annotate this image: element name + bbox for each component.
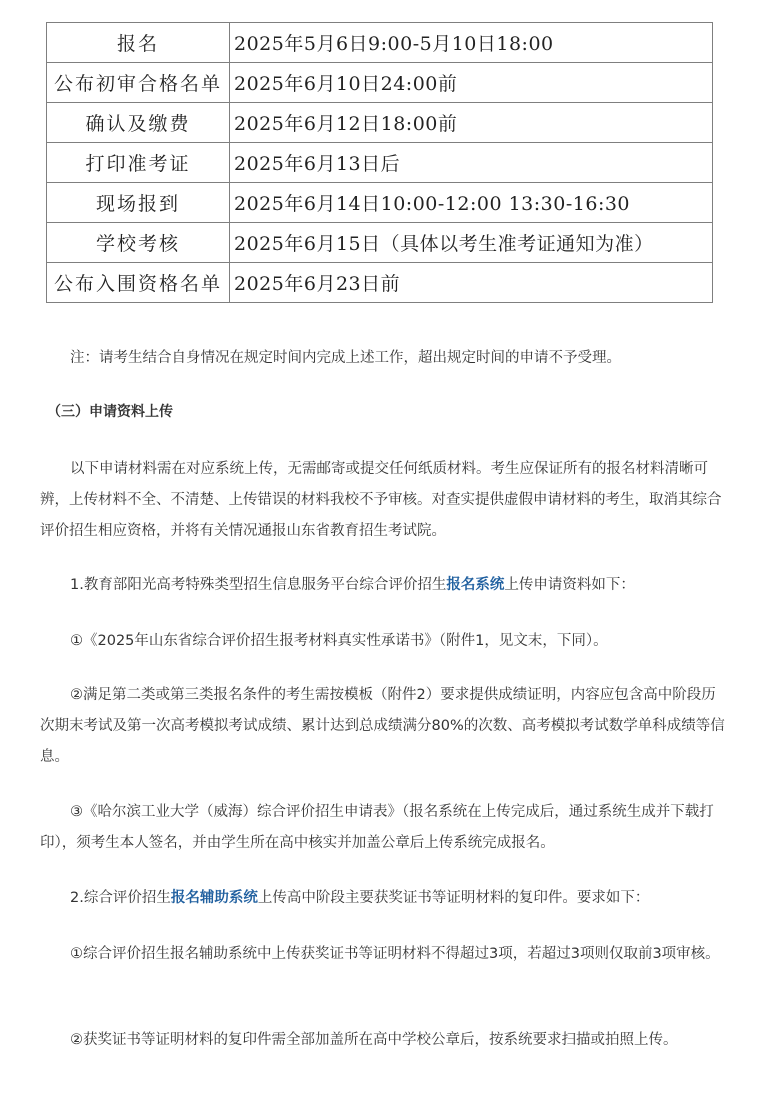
item-1b: ②满足第二类或第三类报名条件的考生需按模板（附件2）要求提供成绩证明，内容应包含高中阶段历次期末考试及第一次高考模拟考试成绩、累计达到总成绩满分80%的次数、高考模拟考试数学单科成绩等信息。 [40, 687, 725, 765]
section-heading: （三）申请资料上传 [47, 404, 173, 420]
table-row [47, 23, 713, 63]
schedule-value: 2025年6月13日后 [230, 143, 713, 183]
item-2-text: 2.综合评价招生 [70, 890, 171, 906]
item-1-tail: 上传申请资料如下： [504, 577, 635, 593]
schedule-label: 报名 [47, 23, 230, 63]
schedule-label: 公布入围资格名单 [47, 263, 230, 303]
auxiliary-system-link[interactable]: 报名辅助系统 [170, 890, 258, 906]
table-row [47, 183, 713, 223]
item-2a: ①综合评价招生报名辅助系统中上传获奖证书等证明材料不得超过3项，若超过3项则仅取前3项审核。 [70, 946, 720, 962]
table-row [47, 143, 713, 183]
schedule-value: 2025年6月15日（具体以考生准考证通知为准） [230, 223, 713, 263]
schedule-label: 现场报到 [47, 183, 230, 223]
schedule-label: 确认及缴费 [47, 103, 230, 143]
schedule-table [46, 22, 713, 303]
item-1-text: 1.教育部阳光高考特殊类型招生信息服务平台综合评价招生 [70, 577, 447, 593]
schedule-label: 公布初审合格名单 [47, 63, 230, 103]
item-2b: ②获奖证书等证明材料的复印件需全部加盖所在高中学校公章后，按系统要求扫描或拍照上传。 [70, 1032, 678, 1048]
item-1a: ①《2025年山东省综合评价招生报考材料真实性承诺书》（附件1，见文末，下同）。 [70, 633, 608, 649]
table-row [47, 223, 713, 263]
schedule-label: 学校考核 [47, 223, 230, 263]
item-2 [40, 883, 728, 914]
table-row [47, 63, 713, 103]
table-row [47, 103, 713, 143]
section-intro: 以下申请材料需在对应系统上传，无需邮寄或提交任何纸质材料。考生应保证所有的报名材料清晰可辨，上传材料不全、不清楚、上传错误的材料我校不予审核。对查实提供虚假申请材料的考生，取消其综合评价招生相应资格，并将有关情况通报山东省教育招生考试院。 [40, 461, 722, 539]
schedule-value: 2025年5月6日9:00-5月10日18:00 [230, 23, 713, 63]
item-1 [40, 570, 728, 601]
schedule-value: 2025年6月10日24:00前 [230, 63, 713, 103]
registration-system-link[interactable]: 报名系统 [446, 577, 505, 593]
schedule-note: 注：请考生结合自身情况在规定时间内完成上述工作，超出规定时间的申请不予受理。 [70, 350, 621, 366]
schedule-value: 2025年6月23日前 [230, 263, 713, 303]
item-2-tail: 上传高中阶段主要获奖证书等证明材料的复印件。要求如下： [257, 890, 650, 906]
schedule-value: 2025年6月12日18:00前 [230, 103, 713, 143]
item-1c: ③《哈尔滨工业大学（威海）综合评价招生申请表》（报名系统在上传完成后，通过系统生成并下载打印），须考生本人签名，并由学生所在高中核实并加盖公章后上传系统完成报名。 [40, 804, 714, 851]
schedule-value: 2025年6月14日10:00-12:00 13:30-16:30 [230, 183, 713, 223]
schedule-label: 打印准考证 [47, 143, 230, 183]
table-row [47, 263, 713, 303]
